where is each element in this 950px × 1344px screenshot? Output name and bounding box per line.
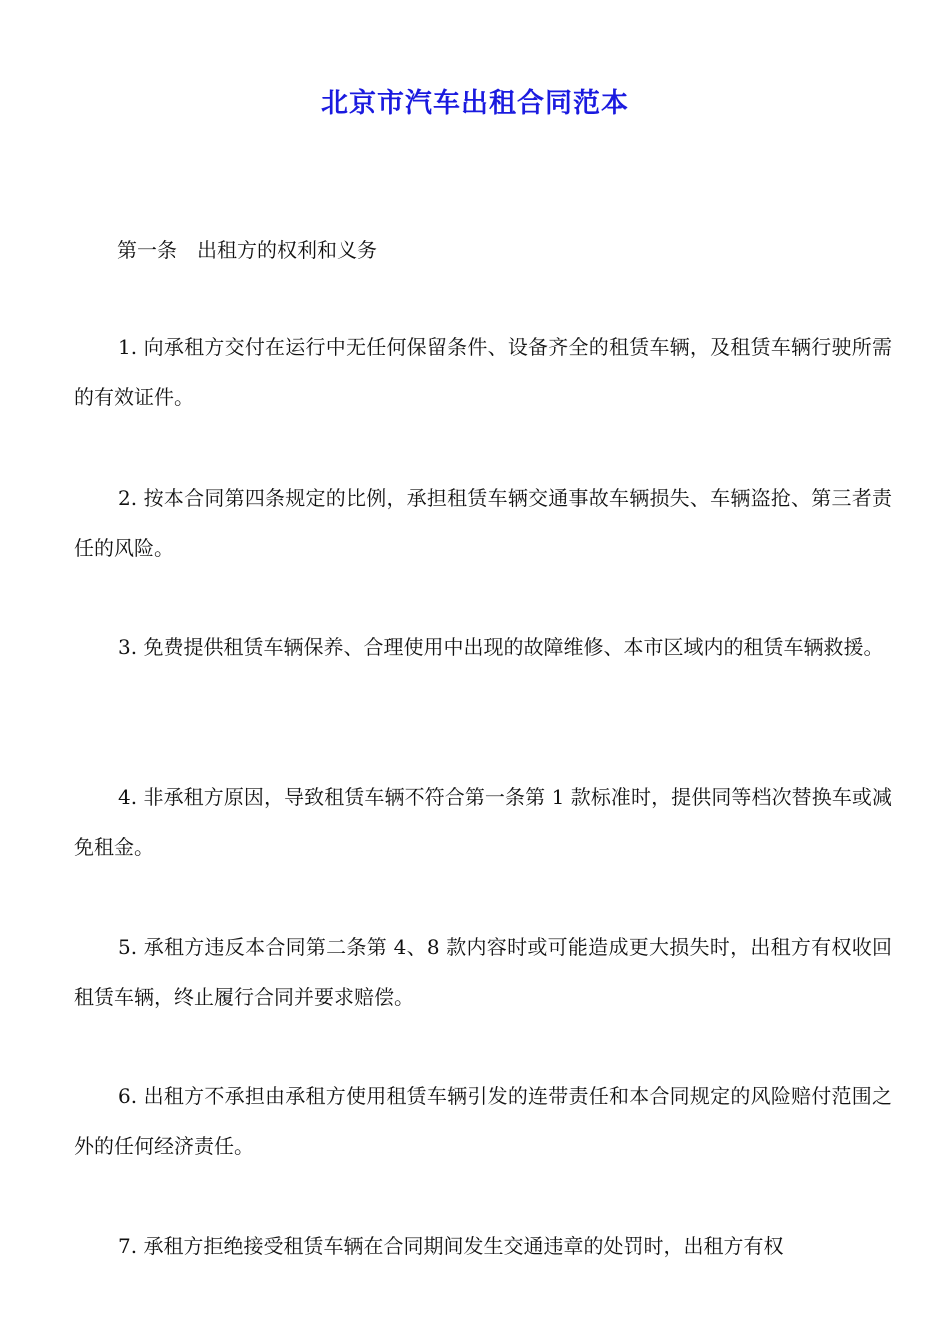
document-title: 北京市汽车出租合同范本 — [321, 88, 629, 119]
paragraph-6: 6. 出租方不承担由承租方使用租赁车辆引发的连带责任和本合同规定的风险赔付范围之外的任何经济责任。 — [74, 1084, 892, 1158]
paragraph-5: 5. 承租方违反本合同第二条第 4、8 款内容时或可能造成更大损失时，出租方有权收回租赁车辆，终止履行合同并要求赔偿。 — [74, 935, 892, 1009]
paragraph-4: 4. 非承租方原因，导致租赁车辆不符合第一条第 1 款标准时，提供同等档次替换车或减免租金。 — [74, 785, 892, 859]
paragraph-2: 2. 按本合同第四条规定的比例，承担租赁车辆交通事故车辆损失、车辆盗抢、第三者责任的风险。 — [74, 486, 892, 560]
paragraph-1: 1. 向承租方交付在运行中无任何保留条件、设备齐全的租赁车辆，及租赁车辆行驶所需的有效证件。 — [74, 335, 892, 409]
paragraph-3: 3. 免费提供租赁车辆保养、合理使用中出现的故障维修、本市区域内的租赁车辆救援。 — [118, 635, 884, 659]
paragraph-7: 7. 承租方拒绝接受租赁车辆在合同期间发生交通违章的处罚时，出租方有权 — [118, 1234, 784, 1258]
section-heading: 第一条 出租方的权利和义务 — [117, 238, 377, 262]
